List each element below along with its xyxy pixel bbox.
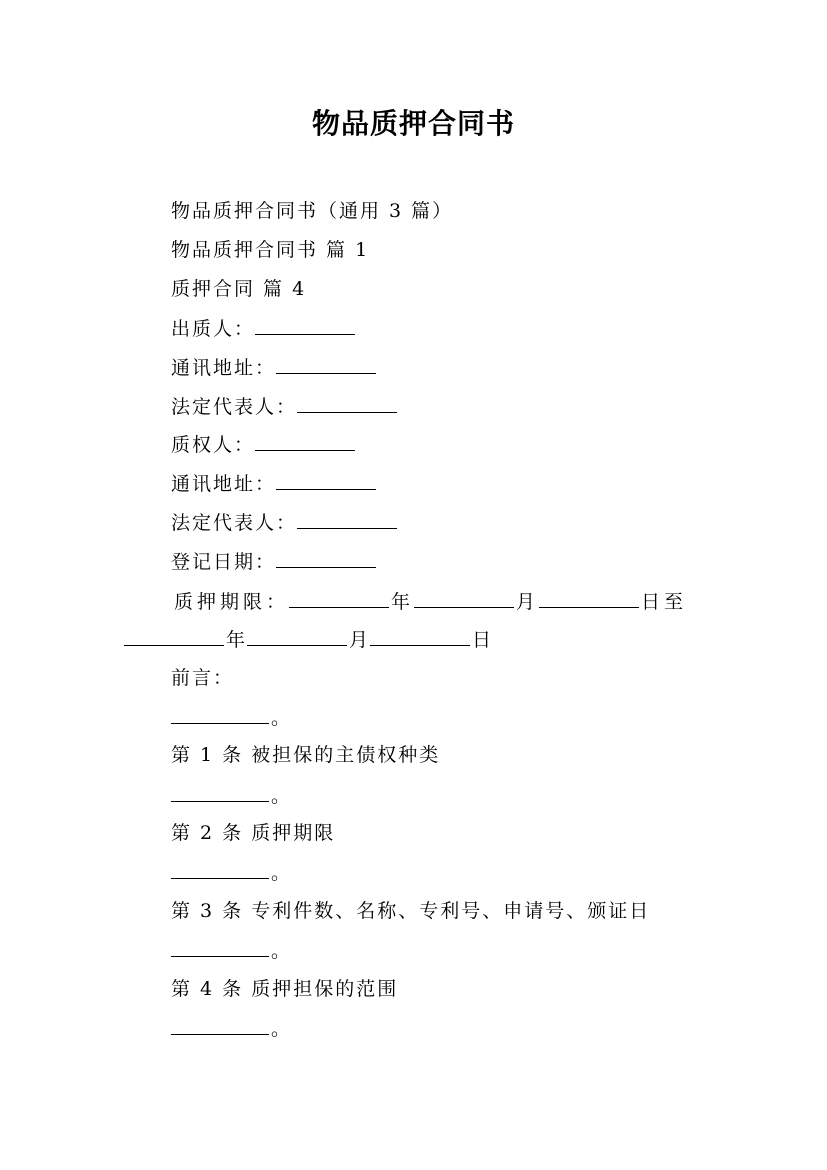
article-1-blank [171,782,269,802]
article-4: 第 4 条 质押担保的范围 [171,978,399,1000]
period-label: 质押期限： [174,591,290,613]
year-char-2: 年 [226,629,248,651]
period-mark: 。 [271,785,293,807]
contract-heading: 质押合同 篇 4 [171,278,307,300]
month-char-2: 月 [349,629,371,651]
legal-rep-label-2: 法定代表人： [171,512,298,534]
pledgor-blank [255,315,355,335]
start-month-blank [414,588,514,608]
article-3-blank [171,937,269,957]
reg-date-blank [276,548,376,568]
legal-rep-blank-1 [297,393,397,413]
article-2: 第 2 条 质押期限 [171,822,336,844]
reg-date-line [171,548,378,575]
start-year-blank [289,588,389,608]
address-label-2: 通讯地址： [171,473,277,495]
pledgee-label: 质权人： [171,434,256,456]
document-title: 物品质押合同书 [311,107,515,140]
article-2-blank-line [171,859,292,886]
article-3: 第 3 条 专利件数、名称、专利号、申请号、颁证日 [171,900,651,922]
period-mark: 。 [271,1018,293,1040]
month-char: 月 [516,591,540,613]
legal-rep-line-1 [171,393,399,420]
article-4-blank-line [171,1015,292,1042]
article-4-blank [171,1015,269,1035]
period-mark: 。 [271,940,293,962]
legal-rep-line-2 [171,509,399,536]
address-line-1 [171,354,378,381]
legal-rep-label-1: 法定代表人： [171,396,298,418]
day-to-char: 日至 [641,591,688,613]
period-mark: 。 [271,862,293,884]
article-2-blank [171,859,269,879]
period-mark: 。 [271,707,293,729]
end-year-blank [124,626,224,646]
day-char: 日 [472,629,494,651]
end-month-blank [247,626,347,646]
reg-date-label: 登记日期： [171,551,277,573]
pledgor-label: 出质人： [171,318,256,340]
period-line-1 [174,588,687,615]
pledgee-blank [255,431,355,451]
article-3-blank-line [171,937,292,964]
address-blank-2 [276,470,376,490]
article-1-blank-line [171,782,292,809]
pledgor-line [171,315,357,342]
pledgee-line [171,431,357,458]
preface-blank [171,704,269,724]
article-1: 第 1 条 被担保的主债权种类 [171,744,441,766]
period-line-2 [124,626,493,653]
address-blank-1 [276,354,376,374]
preface-blank-line [171,704,292,731]
end-day-blank [370,626,470,646]
preface-line: 前言： [171,667,235,689]
start-day-blank [539,588,639,608]
year-char: 年 [391,591,415,613]
address-line-2 [171,470,378,497]
subtitle-line: 物品质押合同书（通用 3 篇） [171,200,454,222]
legal-rep-blank-2 [297,509,397,529]
part-heading: 物品质押合同书 篇 1 [171,239,370,261]
address-label-1: 通讯地址： [171,357,277,379]
